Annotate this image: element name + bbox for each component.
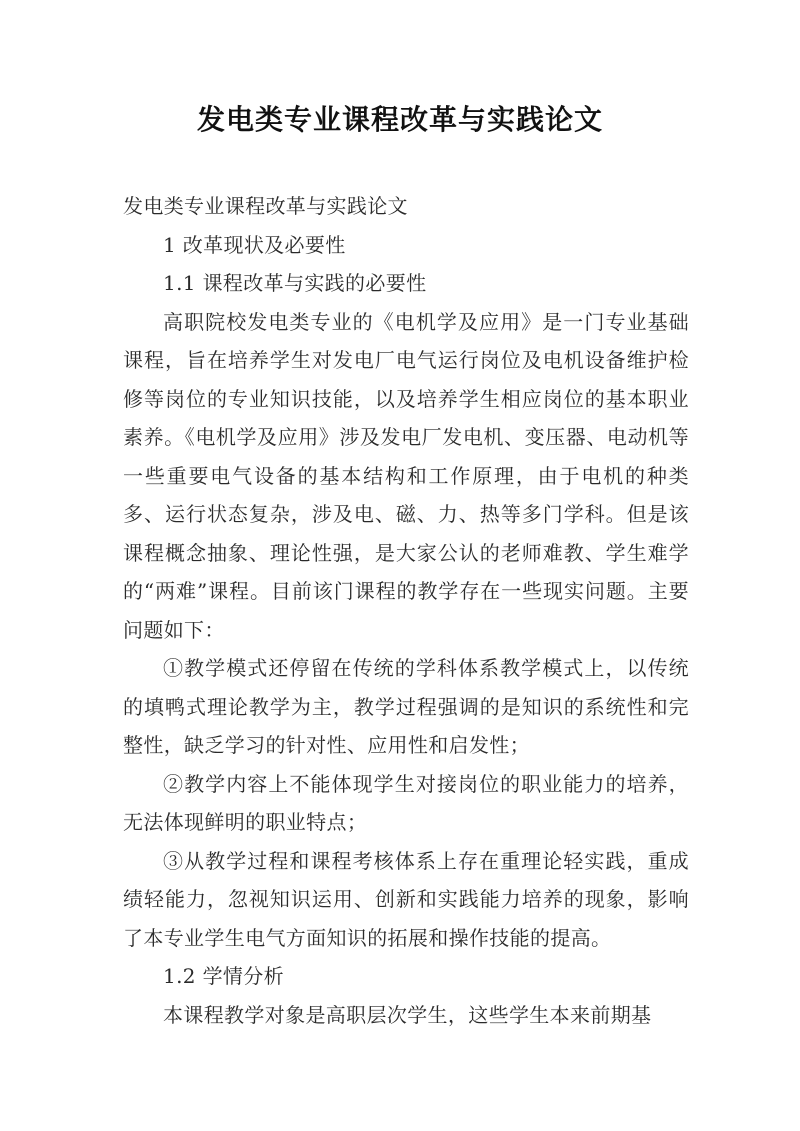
- subsection-heading-1-1: 1.1 课程改革与实践的必要性: [163, 271, 427, 295]
- paragraph-doc-heading: 发电类专业课程改革与实践论文: [123, 194, 408, 218]
- paragraph-student-analysis: 本课程教学对象是高职层次学生，这些学生本来前期基: [163, 1002, 652, 1027]
- paragraph-course-intro: 高职院校发电类专业的《电机学及应用》是一门专业基础课程，旨在培养学生对发电厂电气运行岗位及电机设备维护检修等岗位的专业知识技能，以及培养学生相应岗位的基本职业素养。《电机学及应用》涉及发电厂发电机、变压器、电动机等一些重要电气设备的基本结构和工作原理，由于电机的种类多、运行状态复杂，涉及电、磁、力、热等多门学科。但是该课程概念抽象、理论性强，是大家公认的老师难教、学生难学的“两难”课程。目前该门课程的教学存在一些现实问题。主要问题如下：: [123, 309, 689, 642]
- document-title: 发电类专业课程改革与实践论文: [196, 103, 603, 136]
- paragraph-problem-2: ②教学内容上不能体现学生对接岗位的职业能力的培养，无法体现鲜明的职业特点；: [123, 771, 689, 834]
- document-body: [123, 187, 689, 1034]
- paragraph-problem-3: ③从教学过程和课程考核体系上存在重理论轻实践，重成绩轻能力，忽视知识运用、创新和实践能力培养的现象，影响了本专业学生电气方面知识的拓展和操作技能的提高。: [123, 848, 689, 950]
- subsection-heading-1-2: 1.2 学情分析: [163, 964, 284, 988]
- paragraph-problem-1: ①教学模式还停留在传统的学科体系教学模式上，以传统的填鸭式理论教学为主，教学过程强调的是知识的系统性和完整性，缺乏学习的针对性、应用性和启发性；: [123, 656, 689, 757]
- section-heading-1: 1 改革现状及必要性: [163, 232, 346, 257]
